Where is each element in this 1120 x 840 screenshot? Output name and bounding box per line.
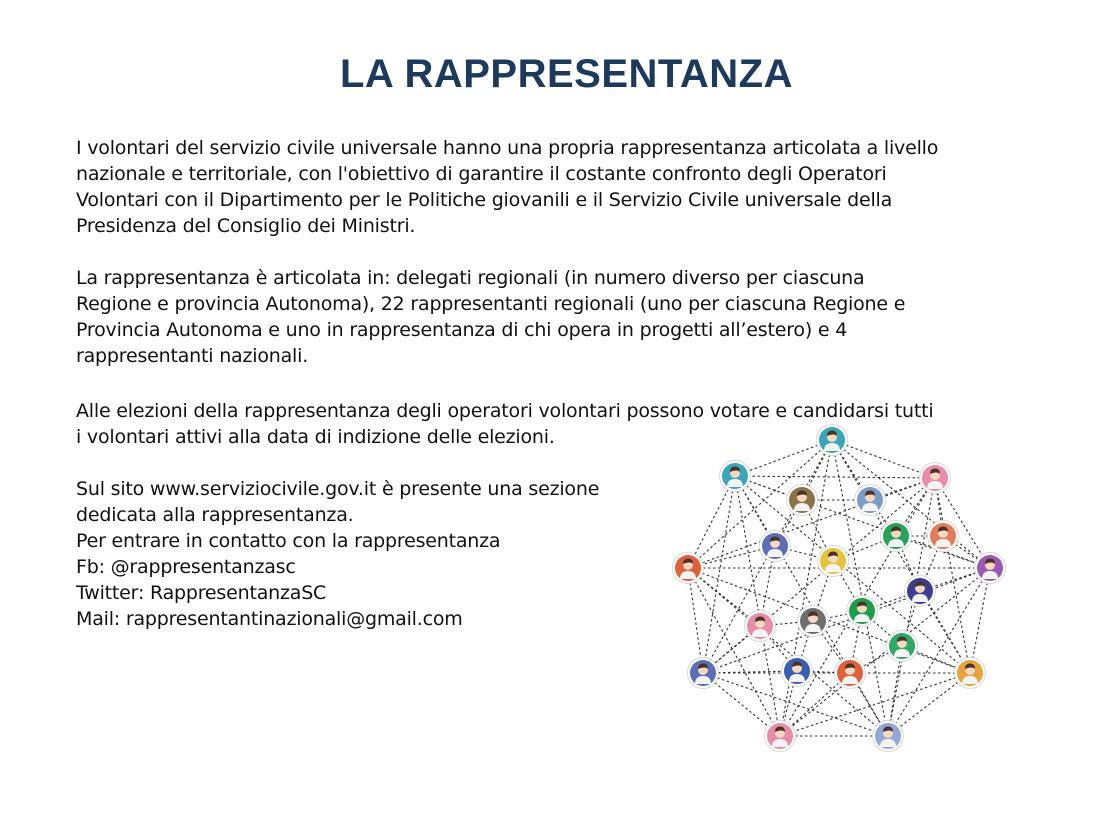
text-line: rappresentanti nazionali. bbox=[76, 345, 309, 367]
person-avatar-icon bbox=[782, 656, 813, 687]
person-avatar-icon bbox=[955, 658, 986, 689]
people-network-icon bbox=[660, 418, 1010, 763]
network-link bbox=[735, 476, 970, 673]
text-line: La rappresentanza è articolata in: delegati regionali (in numero diverso per ciascuna bbox=[76, 267, 865, 289]
person-avatar-icon bbox=[975, 553, 1006, 584]
website-line: Sul sito www.serviziocivile.gov.it è presente una sezione bbox=[76, 478, 600, 500]
text-line: nazionale e territoriale, con l'obiettivo di garantire il costante confronto degli Operatori bbox=[76, 163, 887, 185]
network-link bbox=[688, 568, 780, 736]
network-link bbox=[780, 568, 990, 736]
network-link bbox=[688, 568, 888, 736]
text-line: dedicata alla rappresentanza. bbox=[76, 504, 354, 526]
text-line: I volontari del servizio civile universale hanno una propria rappresentanza articolata a livello bbox=[76, 137, 939, 159]
person-avatar-icon bbox=[835, 658, 866, 689]
contacts-paragraph bbox=[76, 476, 599, 632]
text-line: Presidenza del Consiglio dei Ministri. bbox=[76, 215, 416, 237]
text-line: Regione e provincia Autonoma), 22 rappresentanti regionali (uno per ciascuna Regione e bbox=[76, 293, 906, 315]
person-avatar-icon bbox=[798, 606, 829, 637]
person-avatar-icon bbox=[881, 521, 912, 552]
text-line: Volontari con il Dipartimento per le Politiche giovanili e il Servizio Civile universale della bbox=[76, 189, 893, 211]
person-avatar-icon bbox=[855, 485, 886, 516]
structure-paragraph bbox=[76, 265, 905, 369]
person-avatar-icon bbox=[905, 576, 936, 607]
text-line: i volontari attivi alla data di indizione delle elezioni. bbox=[76, 426, 555, 448]
person-avatar-icon bbox=[873, 721, 904, 752]
twitter-line: Twitter: RappresentanzaSC bbox=[76, 582, 327, 604]
network-link bbox=[832, 440, 935, 478]
person-avatar-icon bbox=[920, 463, 951, 494]
person-avatar-icon bbox=[688, 658, 719, 689]
facebook-line: Fb: @rappresentanzasc bbox=[76, 556, 296, 578]
person-avatar-icon bbox=[760, 531, 791, 562]
page-title: LA RAPPRESENTANZA bbox=[340, 52, 793, 96]
person-avatar-icon bbox=[787, 485, 818, 516]
person-avatar-icon bbox=[765, 721, 796, 752]
network-link bbox=[703, 476, 735, 673]
network-link bbox=[735, 476, 935, 478]
network-link bbox=[780, 673, 970, 736]
person-avatar-icon bbox=[745, 611, 776, 642]
network-link bbox=[970, 568, 990, 673]
person-avatar-icon bbox=[720, 461, 751, 492]
text-line: Per entrare in contatto con la rappresentanza bbox=[76, 530, 501, 552]
person-avatar-icon bbox=[817, 425, 848, 456]
text-line: Provincia Autonoma e uno in rappresentanza di chi opera in progetti all’estero) e 4 bbox=[76, 319, 848, 341]
intro-paragraph bbox=[76, 135, 938, 239]
person-avatar-icon bbox=[818, 546, 849, 577]
person-avatar-icon bbox=[887, 631, 918, 662]
person-avatar-icon bbox=[673, 553, 704, 584]
email-line: Mail: rappresentantinazionali@gmail.com bbox=[76, 608, 463, 630]
person-avatar-icon bbox=[847, 596, 878, 627]
network-link bbox=[780, 440, 832, 736]
person-avatar-icon bbox=[928, 521, 959, 552]
text-line: Alle elezioni della rappresentanza degli operatori volontari possono votare e candidarsi tutti bbox=[76, 400, 934, 422]
